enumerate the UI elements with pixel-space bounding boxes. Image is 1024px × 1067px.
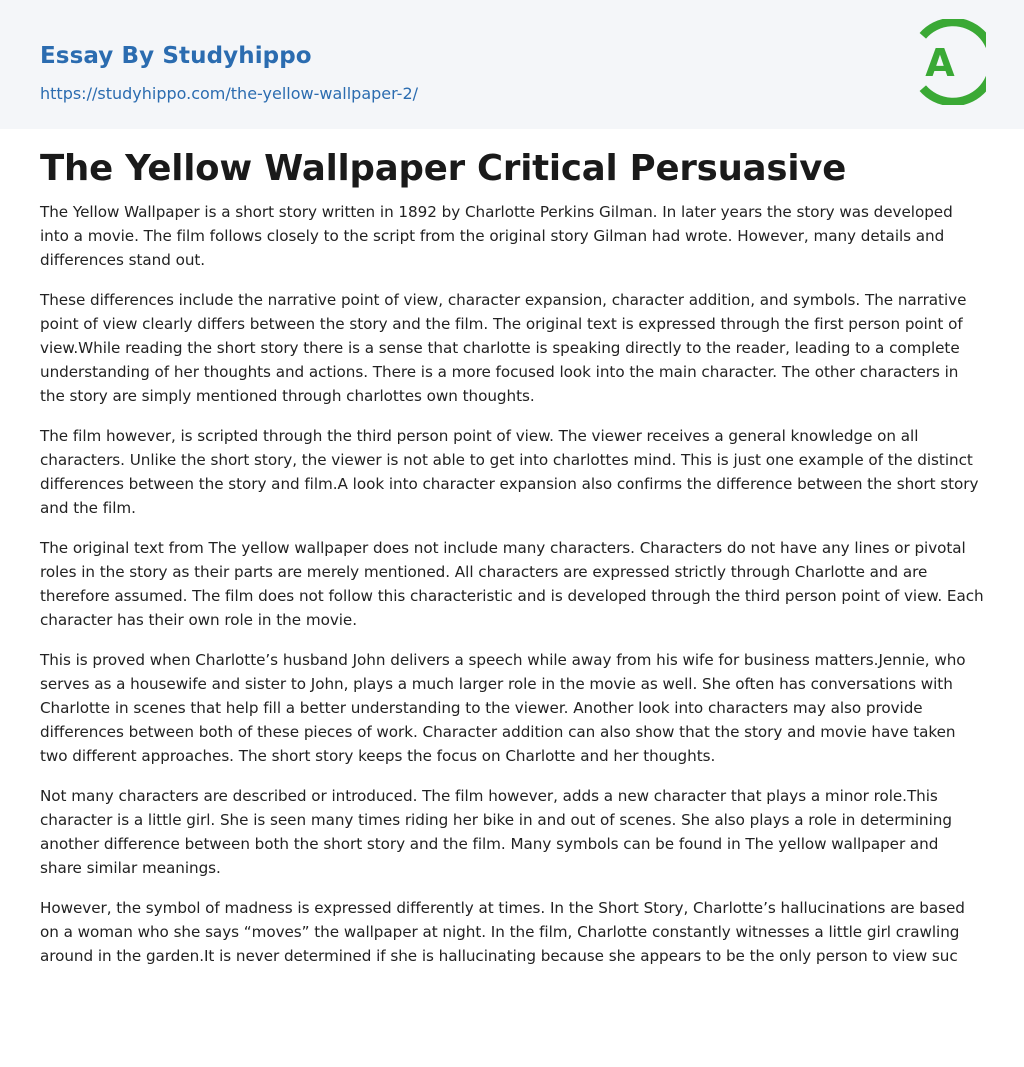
site-header [0, 0, 1024, 129]
article-paragraph-2: These differences include the narrative point of view, character expansion, character addition, and symbols. The narrative point of view clearly differs between the story and the film. The original text is expressed through the first person point of view.While reading the short story there is a sense that charlotte is speaking directly to the reader, leading to a complete understanding of her thoughts and actions. There is a more focused look into the main character. The other characters in the story are simply mentioned through charlottes own thoughts. [40, 291, 967, 405]
article [0, 148, 1024, 968]
article-title: The Yellow Wallpaper Critical Persuasive [40, 148, 847, 189]
logo-letter: A [925, 41, 955, 85]
article-paragraph-7: However, the symbol of madness is expressed differently at times. In the Short Story, Charlotte’s hallucinations are based on a woman who she says “moves” the wallpaper at night. In the film, Charlotte constantly witnesses a little girl crawling around in the garden.It is never determined if she is hallucinating because she appears to be the only person to view suc [40, 899, 965, 965]
article-paragraph-6: Not many characters are described or introduced. The film however, adds a new character that plays a minor role.This character is a little girl. She is seen many times riding her bike in and out of scenes. She also plays a role in determining another difference between both the short story and the film. Many symbols can be found in The yellow wallpaper and share similar meanings. [40, 787, 952, 877]
studyhippo-logo-icon[interactable] [912, 19, 986, 105]
article-paragraph-5: This is proved when Charlotte’s husband John delivers a speech while away from his wife for business matters.Jennie, who serves as a housewife and sister to John, plays a much larger role in the movie as well. She often has conversations with Charlotte in scenes that help fill a better understanding to the viewer. Another look into characters may also provide differences between both of these pieces of work. Character addition can also show that the story and movie have taken two different approaches. The short story keeps the focus on Charlotte and her thoughts. [40, 651, 966, 765]
article-paragraph-4: The original text from The yellow wallpaper does not include many characters. Characters do not have any lines or pivotal roles in the story as their parts are merely mentioned. All characters are expressed strictly through Charlotte and are therefore assumed. The film does not follow this characteristic and is developed through the third person point of view. Each character has their own role in the movie. [40, 539, 984, 629]
brand-title: Essay By Studyhippo [40, 43, 312, 69]
article-paragraph-3: The film however, is scripted through the third person point of view. The viewer receives a general knowledge on all characters. Unlike the short story, the viewer is not able to get into charlottes mind. This is just one example of the distinct differences between the story and film.A look into character expansion also confirms the difference between the short story and the film. [40, 427, 979, 517]
article-paragraph-1: The Yellow Wallpaper is a short story written in 1892 by Charlotte Perkins Gilman. In later years the story was developed into a movie. The film follows closely to the script from the original story Gilman had wrote. However, many details and differences stand out. [40, 203, 953, 269]
source-url-link[interactable]: https://studyhippo.com/the-yellow-wallpaper-2/ [40, 84, 419, 103]
